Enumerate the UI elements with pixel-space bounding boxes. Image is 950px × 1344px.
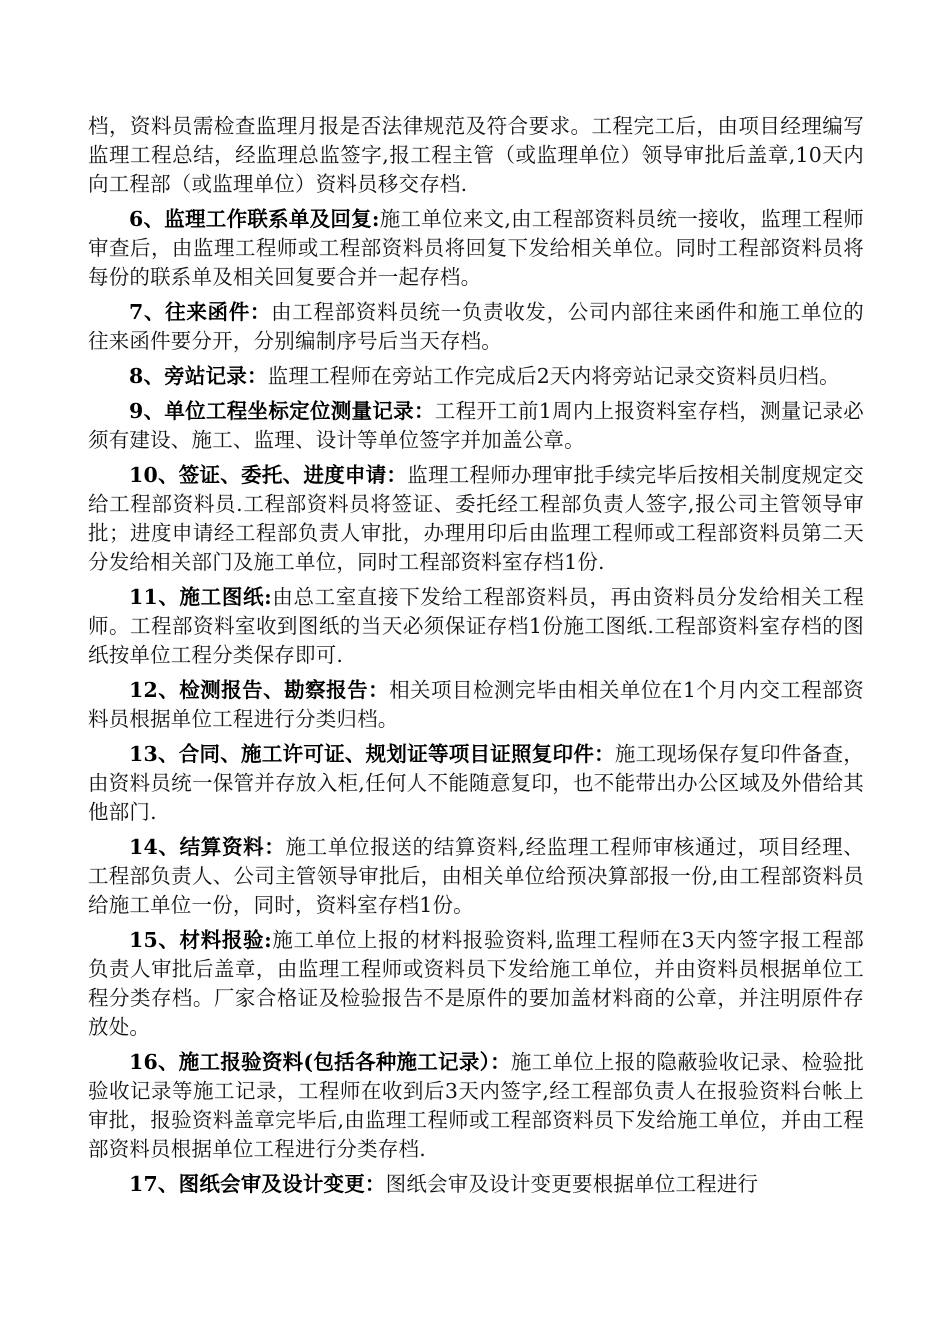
paragraph-text: 由工程部资料员统一负责收发，公司内部往来函件和施工单位的往来函件要分开，分别编制序号后当天存档。	[88, 300, 864, 353]
paragraph-heading: 7、往来函件：	[129, 300, 272, 324]
paragraph-text: 施工单位来文,由工程部资料员统一接收，监理工程师审查后，由监理工程师或工程部资料员将回复下发给相关单位。同时工程部资料员将每份的联系单及相关回复要合并一起存档。	[88, 207, 864, 289]
paragraph-text: 监理工程师办理审批手续完毕后按相关制度规定交给工程部资料员.工程部资料员将签证、委托经工程部负责人签字,报公司主管领导审批；进度申请经工程部负责人审批，办理用印后由监理工程师或工程部资料员第二天分发给相关部门及施工单位，同时工程部资料室存档1份.	[88, 463, 865, 574]
paragraph-text: 监理工程师在旁站工作完成后2天内将旁站记录交资料员归档。	[267, 364, 840, 388]
paragraph-heading: 12、检测报告、勘察报告：	[129, 678, 390, 702]
paragraph-17-drawing-review	[88, 1170, 864, 1199]
paragraph-text: 相关项目检测完毕由相关单位在1个月内交工程部资料员根据单位工程进行分类归档。	[88, 678, 864, 731]
paragraph-heading: 13、合同、施工许可证、规划证等项目证照复印件：	[129, 742, 615, 766]
paragraph-text: 档，资料员需检查监理月报是否法律规范及符合要求。工程完工后，由项目经理编写监理工程总结，经监理总监签字,报工程主管（或监理单位）领导审批后盖章,10天内向工程部（或监理单位）资料员移交存档.	[88, 114, 864, 196]
paragraph-7-correspondence	[88, 298, 864, 356]
paragraph-text: 施工现场保存复印件备查，由资料员统一保管并存放入柜,任何人不能随意复印，也不能带出办公区域及外借给其他部门.	[88, 742, 864, 824]
paragraph-text: 由总工室直接下发给工程部资料员，再由资料员分发给相关工程师。工程部资料室收到图纸的当天必须保证存档1份施工图纸.工程部资料室存档的图纸按单位工程分类保存即可.	[88, 585, 864, 667]
paragraph-10-visa-entrust	[88, 461, 864, 577]
paragraph-16-construction-inspection	[88, 1048, 864, 1164]
paragraph-text: 图纸会审及设计变更要根据单位工程进行	[385, 1172, 759, 1196]
paragraph-heading: 11、施工图纸:	[129, 585, 272, 609]
paragraph-13-certificates	[88, 740, 864, 827]
paragraph-heading: 8、旁站记录：	[129, 364, 268, 388]
paragraph-heading: 16、施工报验资料(包括各种施工记录）：	[129, 1050, 511, 1074]
paragraph-heading: 6、监理工作联系单及回复:	[129, 207, 380, 231]
paragraph-heading: 10、签证、委托、进度申请：	[129, 463, 408, 487]
paragraph-8-supervision-record	[88, 362, 864, 391]
paragraph-15-material-inspection	[88, 926, 864, 1042]
paragraph-text: 施工单位上报的隐蔽验收记录、检验批验收记录等施工记录，工程师在收到后3天内签字,经工程部负责人在报验资料台帐上审批，报验资料盖章完毕后,由监理工程师或工程部资料员下发给施工单位，并由工程部资料员根据单位工程进行分类存档.	[88, 1050, 864, 1161]
paragraph-0	[88, 112, 864, 199]
paragraph-14-settlement	[88, 833, 864, 920]
paragraph-text: 施工单位报送的结算资料,经监理工程师审核通过，项目经理、工程部负责人、公司主管领导审批后，由相关单位给预决算部报一份,由工程部资料员给施工单位一份，同时，资料室存档1份。	[88, 835, 864, 917]
paragraph-heading: 15、材料报验:	[129, 928, 272, 952]
paragraph-6-liaison	[88, 205, 864, 292]
paragraph-9-survey-record	[88, 397, 864, 455]
paragraph-12-reports	[88, 676, 864, 734]
paragraph-text: 施工单位上报的材料报验资料,监理工程师在3天内签字报工程部负责人审批后盖章，由监理工程师或资料员下发给施工单位，并由资料员根据单位工程分类存档。厂家合格证及检验报告不是原件的要加盖材料商的公章，并注明原件存放处。	[88, 928, 865, 1039]
paragraph-heading: 14、结算资料：	[129, 835, 286, 859]
paragraph-text: 工程开工前1周内上报资料室存档，测量记录必须有建设、施工、监理、设计等单位签字并加盖公章。	[88, 399, 864, 452]
document-body	[88, 112, 864, 1205]
paragraph-11-drawings	[88, 583, 864, 670]
paragraph-heading: 17、图纸会审及设计变更：	[129, 1172, 386, 1196]
paragraph-heading: 9、单位工程坐标定位测量记录：	[129, 399, 435, 423]
